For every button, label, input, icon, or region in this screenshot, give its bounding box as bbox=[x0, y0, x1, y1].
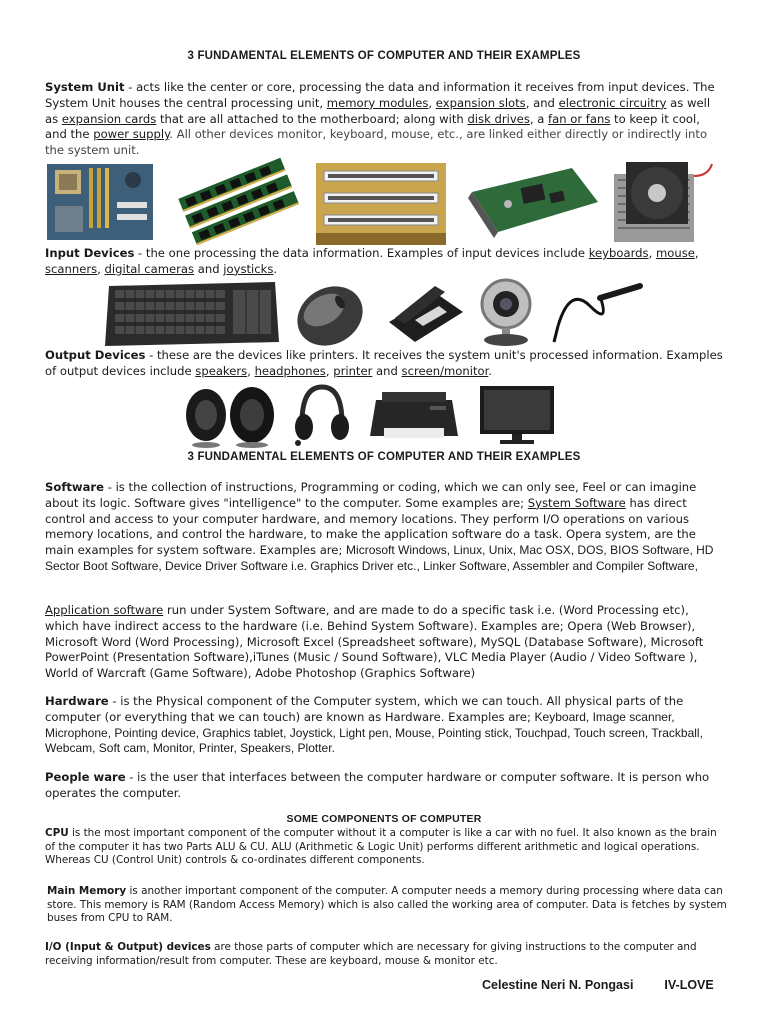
motherboard-image bbox=[45, 162, 155, 242]
term-people-ware: People ware bbox=[45, 770, 126, 784]
cpu-fan-image bbox=[608, 156, 718, 246]
monitor-image bbox=[478, 384, 556, 448]
headphones-image bbox=[292, 383, 352, 449]
term-cpu: CPU bbox=[45, 827, 69, 839]
expansion-slots-image bbox=[316, 163, 446, 245]
link-application-software[interactable]: Application software bbox=[45, 603, 164, 617]
link-scanners[interactable]: scanners bbox=[45, 261, 98, 276]
term-software: Software bbox=[45, 480, 105, 494]
link-electronic-circuitry[interactable]: electronic circuitry bbox=[558, 95, 667, 110]
author-section: IV-LOVE bbox=[664, 978, 714, 992]
speakers-image bbox=[182, 385, 282, 449]
peopleware-paragraph: People ware - is the user that interfaces between the computer hardware or computer software. It is person who operates the computer. bbox=[45, 770, 710, 800]
heading-some-components: SOME COMPONENTS OF COMPUTER bbox=[286, 813, 482, 825]
output-devices-paragraph: Output Devices - these are the devices like printers. It receives the system unit's processed information. Examples of output devices include speakers, headphones, printer and screen/monitor. bbox=[45, 348, 723, 378]
light-pen-image bbox=[550, 276, 650, 348]
scanner-image bbox=[385, 280, 465, 346]
link-system-software[interactable]: System Software bbox=[527, 495, 626, 510]
link-fan-or-fans[interactable]: fan or fans bbox=[548, 111, 611, 126]
term-main-memory: Main Memory bbox=[47, 885, 127, 897]
term-output-devices: Output Devices bbox=[45, 348, 146, 362]
link-disk-drives[interactable]: disk drives bbox=[467, 111, 530, 126]
link-power-supply[interactable]: power supply bbox=[93, 127, 170, 142]
mouse-image bbox=[290, 280, 372, 348]
hardware-paragraph: Hardware - is the Physical component of the Computer system, which we can touch. All physical parts of the computer (or everything that we can touch) are known as Hardware. Examples are; Keyboard, Image scanner, Microphone, Pointing device, Graphics tablet, Joystick, Light pen, Mouse, Pointing stick, Touchpad, Touch screen, Trackball, Webcam, Soft cam, Monitor, Printer, Speakers, Plotter. bbox=[45, 694, 703, 756]
link-speakers[interactable]: speakers bbox=[195, 363, 248, 378]
term-io-devices: I/O (Input & Output) devices bbox=[45, 941, 211, 953]
link-digital-cameras[interactable]: digital cameras bbox=[104, 261, 195, 276]
link-memory-modules[interactable]: memory modules bbox=[326, 95, 429, 110]
cpu-paragraph: CPU is the most important component of the computer without it a computer is like a car with no fuel. It also known as the brain of the computer it has two Parts ALU & CU. ALU (Arithmetic & Logic Unit) performs different arithmetic and logical operations. Whereas CU (Control Unit) controls & co-ordinates different components. bbox=[45, 827, 717, 867]
io-devices-paragraph: I/O (Input & Output) devices are those parts of computer which are necessary for giving instructions to the computer and receiving information/result from computer. These are keyboard, mouse & monitor etc. bbox=[45, 941, 697, 967]
main-memory-paragraph: Main Memory is another important component of the computer. A computer needs a memory during processing where data can store. This memory is RAM (Random Access Memory) which is also called the working area of computer. Data is fetches by system buses from CPU to RAM. bbox=[47, 885, 727, 925]
term-hardware: Hardware bbox=[45, 694, 109, 708]
heading-fundamental-elements-2: 3 FUNDAMENTAL ELEMENTS OF COMPUTER AND THEIR EXAMPLES bbox=[187, 451, 581, 463]
link-mouse[interactable]: mouse bbox=[655, 246, 695, 260]
input-devices-paragraph: Input Devices - the one processing the data information. Examples of input devices include keyboards, mouse, scanners, digital cameras and joysticks. bbox=[45, 246, 699, 276]
link-expansion-slots[interactable]: expansion slots bbox=[435, 95, 526, 110]
link-headphones[interactable]: headphones bbox=[254, 363, 326, 378]
printer-image bbox=[368, 386, 460, 446]
application-software-paragraph: Application software run under System Software, and are made to do a specific task i.e. (Word Processing etc), which have indirect access to the hardware (i.e. Behind System Software). Examples are; Opera (Web Browser), Microsoft Word (Word Processing), Microsoft Excel (Spreadsheet software), MySQL (Database Software), Microsoft PowerPoint (Presentation Software),iTunes (Music / Sound Software), VLC Media Player (Audio / Video Software ), World of Warcraft (Game Software), Adobe Photoshop (Graphics Software) bbox=[45, 603, 704, 681]
software-paragraph: Software - is the collection of instructions, Programming or coding, which we can only see, Feel or can imagine about its logic. Software gives "intelligence" to the computer. Some examples are; System Software has direct control and access to your computer hardware, and memory locations. They perform I/O operations on various memory locations, and control the hardware, to make the application software do a task. Opera system, are the main examples for system software. Examples are; Microsoft Windows, Linux, Unix, Mac OSX, DOS, BIOS Software, HD Sector Boot Software, Device Driver Software i.e. Graphics Driver etc., Linker Software, Assembler and Compiler Software, bbox=[45, 480, 714, 573]
system-unit-paragraph: System Unit - acts like the center or core, processing the data and information it receives from input devices. The System Unit houses the central processing unit, memory modules, expansion slots, and electronic circuitry as well as expansion cards that are all attached to the motherboard; along with disk drives, a fan or fans to keep it cool, and the power supply. All other devices monitor, keyboard, mouse, etc., are linked either directly or indirectly into the system unit. bbox=[45, 80, 715, 158]
expansion-card-image bbox=[462, 162, 602, 244]
term-system-unit: System Unit bbox=[45, 80, 125, 94]
link-joysticks[interactable]: joysticks bbox=[223, 261, 274, 276]
webcam-image bbox=[475, 276, 537, 348]
term-input-devices: Input Devices bbox=[45, 246, 135, 260]
author-footer bbox=[482, 978, 714, 992]
link-keyboards[interactable]: keyboards bbox=[588, 246, 649, 260]
link-expansion-cards[interactable]: expansion cards bbox=[61, 111, 157, 126]
link-screen-monitor[interactable]: screen/monitor bbox=[401, 363, 489, 378]
heading-fundamental-elements: 3 FUNDAMENTAL ELEMENTS OF COMPUTER AND THEIR EXAMPLES bbox=[187, 50, 581, 62]
link-printer[interactable]: printer bbox=[333, 363, 373, 378]
keyboard-image bbox=[105, 280, 280, 348]
author-name: Celestine Neri N. Pongasi bbox=[482, 978, 634, 992]
memory-modules-image bbox=[175, 155, 300, 245]
